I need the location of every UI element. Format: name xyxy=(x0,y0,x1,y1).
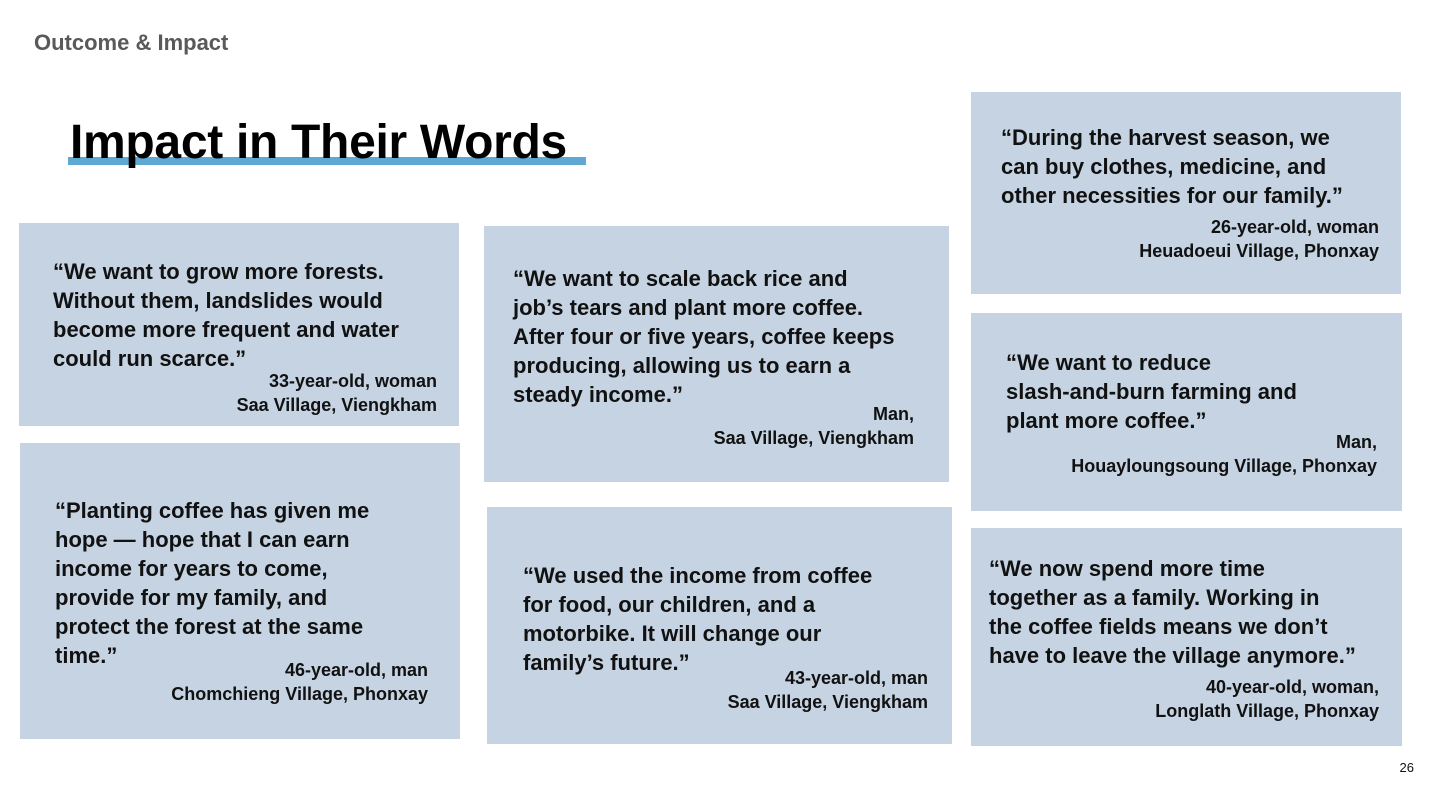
section-label: Outcome & Impact xyxy=(34,30,229,55)
quote-attribution xyxy=(1155,675,1379,723)
title-block xyxy=(68,112,567,174)
quote-card-1 xyxy=(19,223,459,426)
quote-attribution xyxy=(714,402,914,450)
quote-text: “We now spend more time together as a family. Working in the coffee fields means we don’t have to leave the village anymore.” xyxy=(989,556,1356,668)
quote-text: “We want to scale back rice and job’s tears and plant more coffee. After four or five years, coffee keeps producing, allowing us to earn a steady income.” xyxy=(513,266,895,407)
attribution-place: Saa Village, Viengkham xyxy=(236,395,437,415)
quote-attribution xyxy=(171,658,428,706)
quote-attribution xyxy=(1139,215,1379,263)
quote-text: “During the harvest season, we can buy clothes, medicine, and other necessities for our family.” xyxy=(1001,125,1343,208)
attribution-place: Saa Village, Viengkham xyxy=(727,692,928,712)
attribution-person: 33-year-old, woman xyxy=(268,371,437,391)
quote-card-3 xyxy=(484,226,949,482)
attribution-place: Saa Village, Viengkham xyxy=(713,428,914,448)
page-title: Impact in Their Words xyxy=(70,116,567,169)
quote-text: “We want to grow more forests. Without them, landslides would become more frequent and water could run scarce.” xyxy=(53,259,399,371)
quote-card-6 xyxy=(971,313,1402,511)
attribution-person: Man, xyxy=(872,404,914,424)
quote-attribution xyxy=(728,666,928,714)
quote-text: “We want to reduce slash-and-burn farming and plant more coffee.” xyxy=(1006,350,1297,433)
quote-card-5 xyxy=(971,92,1401,294)
attribution-person: 43-year-old, man xyxy=(784,668,928,688)
quote-card-2 xyxy=(20,443,460,739)
attribution-person: 26-year-old, woman xyxy=(1210,217,1379,237)
quote-text: “We used the income from coffee for food, our children, and a motorbike. It will change our family’s future.” xyxy=(523,563,873,675)
attribution-person: Man, xyxy=(1335,432,1377,452)
quote-card-7 xyxy=(971,528,1402,746)
quote-card-4 xyxy=(487,507,952,744)
attribution-place: Houayloungsoung Village, Phonxay xyxy=(1071,456,1377,476)
attribution-place: Heuadoeui Village, Phonxay xyxy=(1139,241,1379,261)
attribution-person: 40-year-old, woman, xyxy=(1205,677,1379,697)
quote-text: “Planting coffee has given me hope — hope that I can earn income for years to come, provide for my family, and protect the forest at the same time.” xyxy=(55,498,370,668)
attribution-place: Chomchieng Village, Phonxay xyxy=(171,684,428,704)
page-number: 26 xyxy=(1399,760,1414,775)
attribution-place: Longlath Village, Phonxay xyxy=(1155,701,1379,721)
attribution-person: 46-year-old, man xyxy=(284,660,428,680)
quote-attribution xyxy=(1071,430,1377,478)
quote-attribution xyxy=(237,369,437,417)
